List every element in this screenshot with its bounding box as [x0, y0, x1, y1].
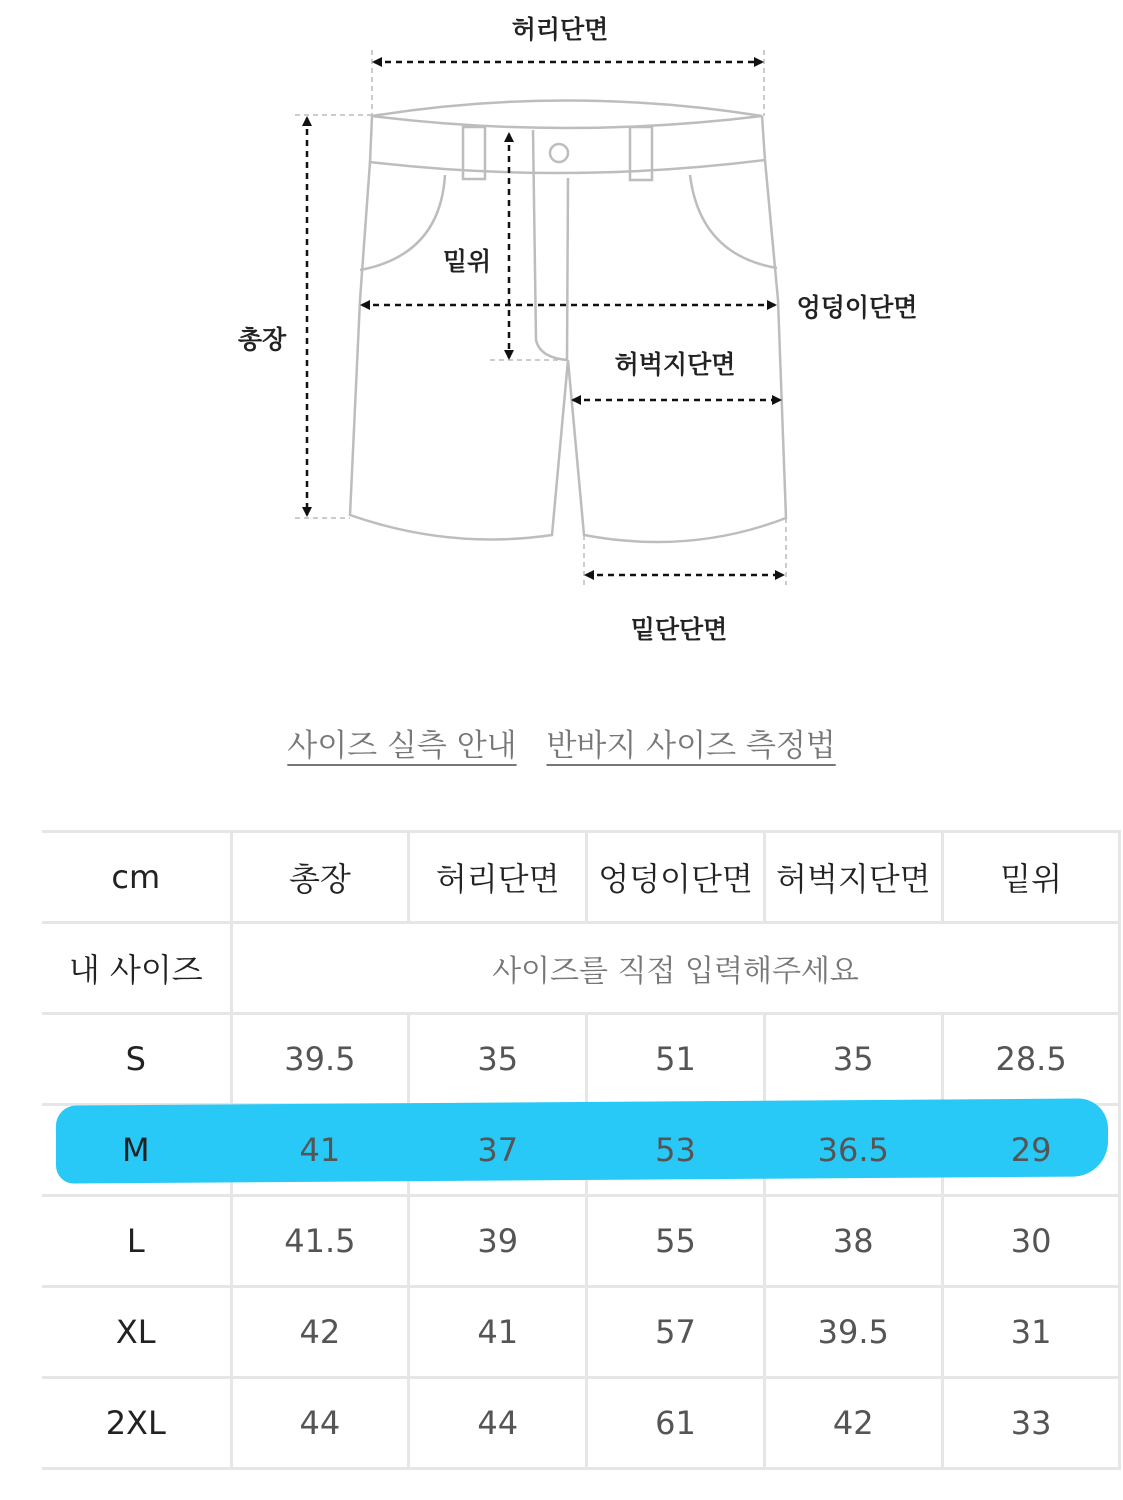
guide-lines: [295, 50, 786, 585]
measurement-arrows: [307, 62, 783, 575]
table-row-highlighted: [42, 1105, 1120, 1196]
table-cell: 38: [764, 1196, 942, 1287]
thigh-label: 허벅지단면: [614, 350, 736, 379]
table-cell: 35: [409, 1014, 587, 1105]
hip-label: 엉덩이단면: [796, 293, 918, 322]
table-cell: 51: [587, 1014, 765, 1105]
shorts-icon: [350, 101, 786, 543]
table-cell: 37: [409, 1105, 587, 1196]
table-cell: 28.5: [942, 1014, 1120, 1105]
table-cell: 29: [942, 1105, 1120, 1196]
table-cell: 31: [942, 1287, 1120, 1378]
table-cell: 44: [231, 1378, 409, 1469]
table-cell: 35: [764, 1014, 942, 1105]
column-header: 허벅지단면: [764, 832, 942, 923]
table-cell: 42: [231, 1287, 409, 1378]
table-header-row: [42, 832, 1120, 923]
table-cell: 39.5: [231, 1014, 409, 1105]
table-row: [42, 1378, 1120, 1469]
table-cell: 41: [231, 1105, 409, 1196]
column-header: 총장: [231, 832, 409, 923]
table-cell: 55: [587, 1196, 765, 1287]
table-cell: 39.5: [764, 1287, 942, 1378]
table-cell: 41: [409, 1287, 587, 1378]
my-size-label: 내 사이즈: [42, 923, 231, 1014]
table-cell: 44: [409, 1378, 587, 1469]
table-cell: 42: [764, 1378, 942, 1469]
column-header: 밑위: [942, 832, 1120, 923]
measure-method-link[interactable]: 반바지 사이즈 측정법: [546, 728, 836, 764]
size-label: L: [42, 1196, 231, 1287]
table-cell: 61: [587, 1378, 765, 1469]
size-label: XL: [42, 1287, 231, 1378]
table-row: [42, 1196, 1120, 1287]
size-label: M: [42, 1105, 231, 1196]
table-cell: 33: [942, 1378, 1120, 1469]
shorts-measurement-diagram: [0, 0, 1123, 660]
shorts-outline-svg: [0, 0, 1123, 660]
rise-label: 밑위: [442, 247, 492, 276]
size-guide-link[interactable]: 사이즈 실측 안내: [287, 728, 517, 764]
table-cell: 36.5: [764, 1105, 942, 1196]
my-size-row: [42, 923, 1120, 1014]
table-cell: 57: [587, 1287, 765, 1378]
table-cell: 41.5: [231, 1196, 409, 1287]
table-cell: 39: [409, 1196, 587, 1287]
table-cell: 53: [587, 1105, 765, 1196]
my-size-input[interactable]: 사이즈를 직접 입력해주세요: [231, 923, 1120, 1014]
table-cell: 30: [942, 1196, 1120, 1287]
size-guide-links: [0, 720, 1123, 765]
column-header: 허리단면: [409, 832, 587, 923]
table-row: [42, 1287, 1120, 1378]
size-chart-table: [42, 830, 1121, 1470]
total-length-label: 총장: [237, 325, 287, 354]
unit-header: cm: [42, 832, 231, 923]
waist-label: 허리단면: [511, 15, 609, 44]
table-row: [42, 1014, 1120, 1105]
size-label: 2XL: [42, 1378, 231, 1469]
hem-label: 밑단단면: [630, 615, 728, 644]
size-label: S: [42, 1014, 231, 1105]
column-header: 엉덩이단면: [587, 832, 765, 923]
